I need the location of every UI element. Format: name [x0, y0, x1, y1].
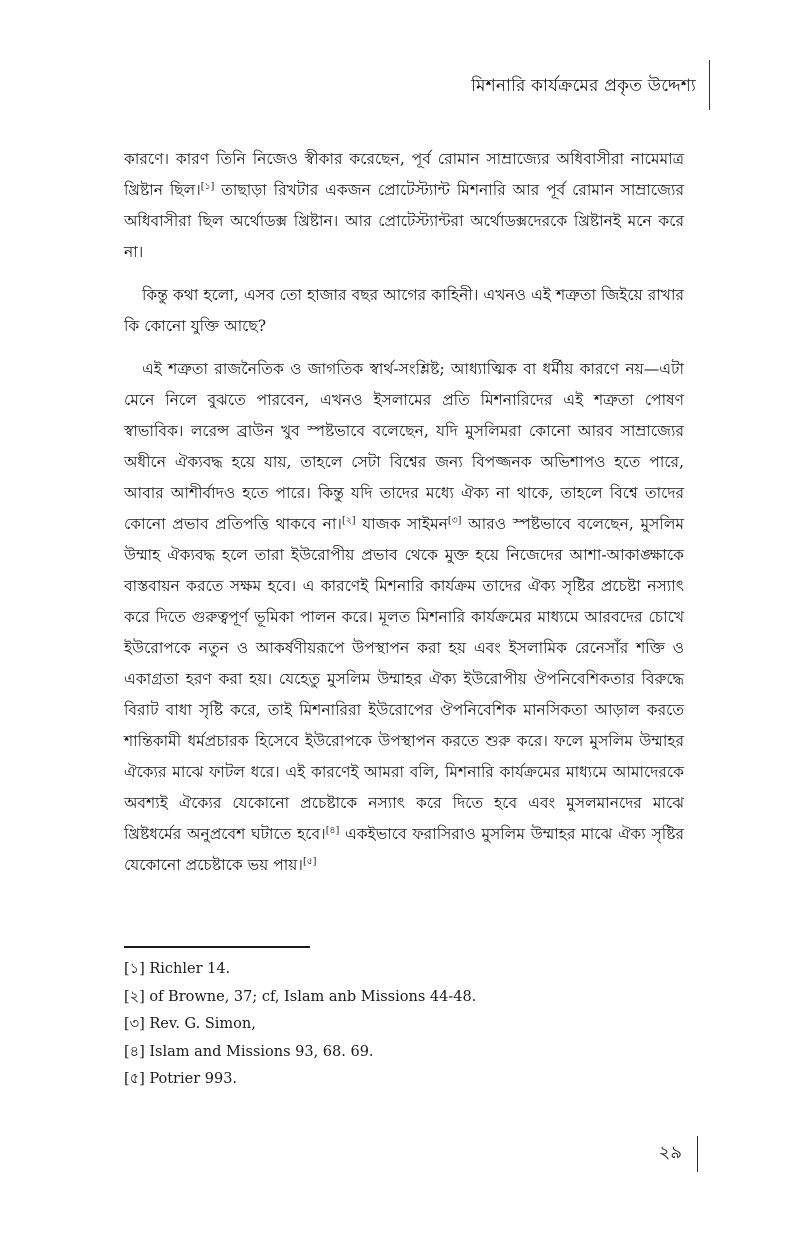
footnote-5: [৫] Potrier 993. [124, 1071, 238, 1087]
footnote-divider [124, 946, 310, 948]
paragraph-3-part-d: একইভাবে ফরাসিরাও মুসলিম উম্মাহর মাঝে ঐক্য সৃষ্টির যেকোনো প্রচেষ্টাকে ভয় পায়। [124, 825, 684, 874]
footnote-ref-3[interactable]: [৩] [447, 514, 462, 526]
header-rule [709, 60, 710, 110]
paragraph-3 [124, 354, 684, 881]
footnotes [124, 956, 684, 1094]
page-number: ২৯ [658, 1142, 682, 1163]
folio-rule [697, 1136, 698, 1172]
footnote-ref-5[interactable]: [৫] [302, 855, 317, 867]
paragraph-1-part-a: কারণে। কারণ তিনি নিজেও স্বীকার করেছেন, পূর্ব রোমান সাম্রাজ্যের অধিবাসীরা নামেমাত্র খ্রিষ্টান ছিল। [124, 150, 684, 199]
footnote-1: [১] Richler 14. [124, 961, 231, 977]
paragraph-3-part-c: আরও স্পষ্টভাবে বলেছেন, মুসলিম উম্মাহ ঐক্যবদ্ধ হলে তারা ইউরোপীয় প্রভাব থেকে মুক্ত হয়ে নিজেদের আশা-আকাঙ্ক্ষাকে বাস্তবায়ন করতে সক্ষম হবে। এ কারণেই মিশনারি কার্যক্রম তাদের ঐক্য সৃষ্টির প্রচেষ্টা নস্যাৎ করে দিতে গুরুত্বপূর্ণ ভূমিকা পালন করে। মূলত মিশনারি কার্যক্রমের মাধ্যমে আরবদের চোখে ইউরোপকে নতুন ও আকর্ষণীয়রূপে উপস্থাপন করা হয় এবং ইসলামিক রেনেসাঁর শক্তি ও একাগ্রতা হরণ করা হয়। যেহেতু মুসলিম উম্মাহর ঐক্য ইউরোপীয় ঔপনিবেশিকতার বিরুদ্ধে বিরাট বাধা সৃষ্টি করে, তাই মিশনারিরা ইউরোপের ঔপনিবেশিক মানসিকতা আড়াল করতে শান্তিকামী ধর্মপ্রচারক হিসেবে ইউরোপকে উপস্থাপন করতে শুরু করে। ফলে মুসলিম উম্মাহর ঐক্যের মাঝে ফাটল ধরে। এই কারণেই আমরা বলি, মিশনারি কার্যক্রমের মাধ্যমে আমাদেরকে অবশ্যই ঐক্যের যেকোনো প্রচেষ্টাকে নস্যাৎ করে দিতে হবে এবং মুসলমানদের মাঝে খ্রিষ্টধর্মের অনুপ্রবেশ ঘটাতে হবে। [124, 515, 684, 843]
footnote-3: [৩] Rev. G. Simon, [124, 1016, 256, 1032]
paragraph-2: কিন্তু কথা হলো, এসব তো হাজার বছর আগের কাহিনী। এখনও এই শত্রুতা জিইয়ে রাখার কি কোনো যুক্তি আছে? [124, 286, 684, 335]
paragraph-1 [124, 144, 684, 268]
footnote-2: [২] of Browne, 37; cf, Islam anb Missions 44-48. [124, 988, 477, 1005]
paragraph-3-part-a: এই শত্রুতা রাজনৈতিক ও জাগতিক স্বার্থ-সংশ্লিষ্ট; আধ্যাত্মিক বা ধর্মীয় কারণে নয়—এটা মেনে নিলে বুঝতে পারবেন, এখনও ইসলামের প্রতি মিশনারিদের এই শত্রুতা পোষণ স্বাভাবিক। লরেন্স ব্রাউন খুব স্পষ্টভাবে বলেছেন, যদি মুসলিমরা কোনো আরব সাম্রাজ্যের অধীনে ঐক্যবদ্ধ হয়ে যায়, তাহলে সেটা বিশ্বের জন্য বিপজ্জনক অভিশাপও হতে পারে, আবার আশীর্বাদও হতে পারে। কিন্তু যদি তাদের মধ্যে ঐক্য না থাকে, তাহলে বিশ্বে তাদের কোনো প্রভাব প্রতিপত্তি থাকবে না। [124, 360, 684, 533]
footnote-ref-4[interactable]: [৪] [325, 824, 340, 836]
footnote-ref-2[interactable]: [২] [341, 514, 356, 526]
footnote-ref-1[interactable]: [১] [200, 180, 215, 192]
paragraph-3-part-b: যাজক সাইমন [355, 515, 448, 533]
footnote-4: [৪] Islam and Missions 93, 68. 69. [124, 1043, 374, 1060]
running-title: মিশনারি কার্যক্রমের প্রকৃত উদ্দেশ্য [471, 76, 696, 96]
body-text [124, 144, 684, 893]
paragraph-1-part-b: তাছাড়া রিখটার একজন প্রোটেস্ট্যান্ট মিশনারি আর পূর্ব রোমান সাম্রাজ্যের অধিবাসীরা ছিল অর্থোডক্স খ্রিষ্টান। আর প্রোটেস্ট্যান্টরা অর্থোডক্সদেরকে খ্রিষ্টানই মনে করে না। [124, 181, 684, 261]
